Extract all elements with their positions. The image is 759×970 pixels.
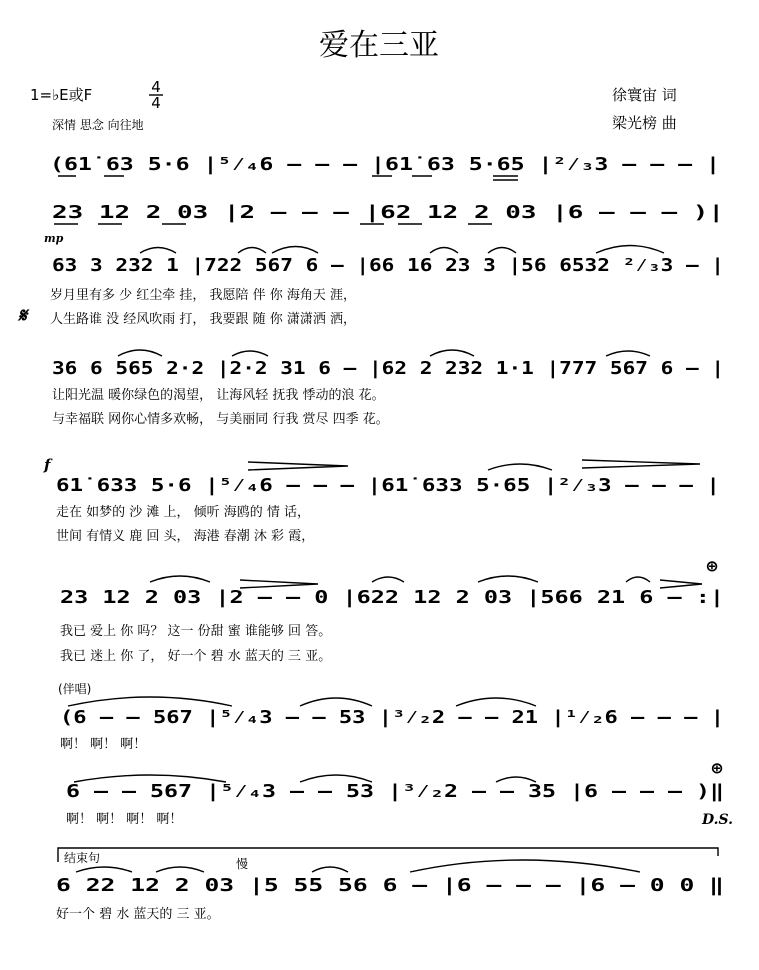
system-9-lyric: 好一个 碧 水 蓝天的 三 亚。 [56, 907, 220, 922]
dal-segno-mark: D.S. [702, 812, 734, 828]
time-signature-bottom: 4 [151, 94, 161, 112]
dynamic-mp: mp [44, 232, 64, 245]
system-4-lyric-1: 让阳光温 暖你绿色的渴望， 让海风轻 抚我 悸动的浪 花。 [52, 388, 385, 403]
system-8-notes: 6 – – 567 |⁵⁄₄3 – – 53 |³⁄₂2 – – 35 |6 – – – )‖ [66, 781, 724, 802]
system-1-notes: (61̇ 63 5·6 |⁵⁄₄6 – – – |61̇ 63 5·65 |²⁄₃3 – – – | [50, 154, 720, 175]
ending-label: 结束句 [64, 851, 101, 865]
song-title: 爱在三亚 [319, 28, 439, 63]
system-8-lyric: 啊！ 啊！ 啊！ 啊！ [66, 812, 183, 827]
system-9-notes: 6 22 12 2 03 |5 55 56 6 – |6 – – – |6 – 0 0 ‖ [56, 875, 724, 896]
system-5-notes: 61̇ 633 5·6 |⁵⁄₄6 – – – |61̇ 633 5·65 |²⁄₃3 – – – | [56, 475, 720, 496]
chorus-label: (伴唱) [58, 682, 92, 696]
system-6-lyric-1: 我已 爱上 你 吗？ 这一 份甜 蜜 谁能够 回 答。 [60, 624, 332, 639]
system-5-lyric-1: 走在 如梦的 沙 滩 上， 倾听 海鸥的 情 话， [56, 505, 311, 520]
system-7-lyric: 啊！ 啊！ 啊！ [60, 737, 147, 752]
tempo-slow: 慢 [236, 857, 249, 871]
system-7-notes: (6 – – 567 |⁵⁄₄3 – – 53 |³⁄₂2 – – 21 |¹⁄₂6 – – – | [60, 707, 724, 728]
system-4-lyric-2: 与幸福联 网你心情多欢畅， 与美丽同 行我 赏尽 四季 花。 [52, 412, 389, 427]
system-2-notes: 23 12 2 03 |2 – – – |62 12 2 03 |6 – – – )| [52, 202, 724, 223]
system-4-notes: 36 6 565 2·2 |2·2 31 6 – |62 2 232 1·1 |777 567 6 – | [52, 358, 725, 379]
system-3-notes: 63 3 232 1 |722 567 6 – |66 16 23 3 |56 6532 ²⁄₃3 – | [52, 255, 725, 276]
coda-icon-2: ⊕ [711, 758, 723, 779]
system-6-lyric-2: 我已 迷上 你 了， 好一个 碧 水 蓝天的 三 亚。 [60, 649, 332, 664]
key-signature: 1=♭E或F [30, 86, 93, 104]
time-signature-top: 4 [151, 78, 161, 96]
system-3-lyric-1: 岁月里有多 少 红尘牵 挂， 我愿陪 伴 你 海角天 涯， [50, 288, 357, 303]
system-6-notes: 23 12 2 03 |2 – – 0 |622 12 2 03 |566 21 6 – :| [60, 587, 724, 608]
system-5-lyric-2: 世间 有情义 鹿 回 头， 海港 春潮 沐 彩 霞， [56, 529, 315, 544]
system-3-lyric-2: 人生路谁 没 经风吹雨 打， 我要跟 随 你 潇潇洒 洒， [50, 312, 357, 327]
coda-icon: ⊕ [706, 556, 718, 577]
lyricist-credit: 徐寰宙 词 [612, 86, 677, 104]
expression-mark: 深情 思念 向往地 [52, 118, 144, 132]
composer-credit: 梁光榜 曲 [612, 114, 677, 132]
segno-icon: 𝄋 [18, 303, 27, 327]
dynamic-f: f [44, 456, 51, 474]
